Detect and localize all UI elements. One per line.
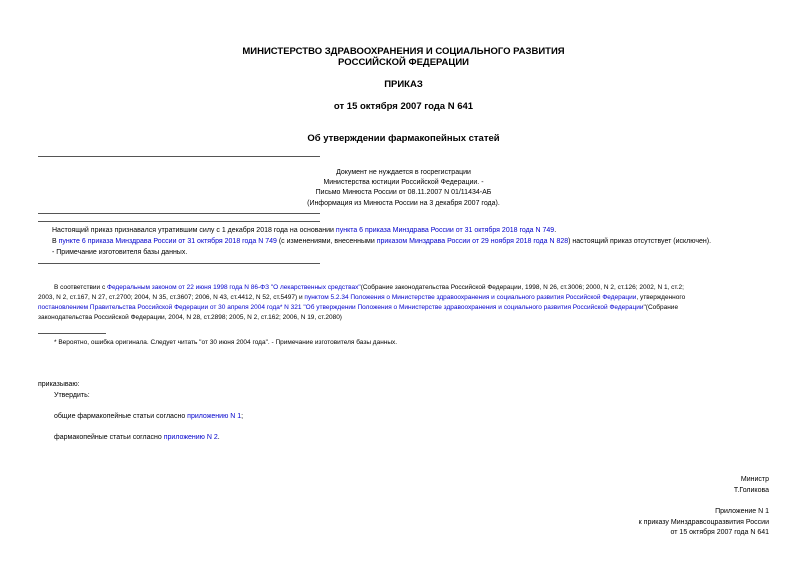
link-federal-law-86[interactable]: Федеральным законом от 22 июня 1998 года N 86-ФЗ "О лекарственных средствах" — [107, 284, 361, 291]
order-item-text: фармакопейные статьи согласно — [54, 434, 164, 441]
document-title: Об утверждении фармакопейных статей — [307, 133, 500, 144]
appendix-line3: от 15 октября 2007 года N 641 — [670, 529, 769, 536]
preamble-line-2 — [38, 294, 685, 303]
divider — [38, 221, 320, 222]
registration-line4: (Информация из Минюста России на 3 декабря 2007 года). — [307, 200, 500, 207]
notice-text: В — [52, 238, 59, 245]
appendix-line1: Приложение N 1 — [715, 508, 769, 515]
order-item-2 — [54, 433, 220, 442]
notice-link-order-749-point-6[interactable]: пункте 6 приказа Минздрава России от 31 октября 2018 года N 749 — [58, 238, 277, 245]
notice-paragraph-3: - Примечание изготовителя базы данных. — [52, 249, 188, 256]
notice-link-order-828[interactable]: приказом Минздрава России от 29 ноября 2018 года N 828 — [376, 238, 569, 245]
notice-paragraph-1 — [52, 226, 556, 235]
preamble-text: 2003, N 2, ст.167, N 27, ст.2700; 2004, N 35, ст.3607; 2006, N 43, ст.4412, N 52, ст.5497) — [38, 294, 298, 301]
registration-line3: Письмо Минюста России от 08.11.2007 N 01/11434-АБ — [315, 189, 492, 196]
link-appendix-1[interactable]: приложению N 1 — [187, 413, 242, 420]
notice-link-order-749[interactable]: пункта 6 приказа Минздрава России от 31 октября 2018 года N 749 — [335, 227, 555, 234]
link-regulation-5-2-34[interactable]: пунктом 5.2.34 Положения о Министерстве здравоохранения и социального развития Российской Федерации — [304, 294, 637, 301]
order-item-text: ; — [241, 413, 244, 420]
order-item-text: . — [217, 434, 220, 441]
preamble-text: "(Собрание — [643, 304, 679, 311]
footnote: * Вероятно, ошибка оригинала. Следует читать "от 30 июня 2004 года". - Примечание изготовителя базы данных. — [54, 339, 398, 346]
link-appendix-2[interactable]: приложению N 2 — [163, 434, 218, 441]
divider — [38, 156, 320, 157]
notice-text: Настоящий приказ признавался утратившим силу с 1 декабря 2018 года на основании — [52, 227, 336, 234]
notice-text: (с изменениями, внесенными — [276, 238, 377, 245]
divider — [38, 213, 320, 214]
document-type: ПРИКАЗ — [384, 79, 423, 90]
ministry-name-line2: РОССИЙСКОЙ ФЕДЕРАЦИИ — [337, 57, 469, 68]
registration-line2: Министерства юстиции Российской Федерации. - — [323, 179, 484, 186]
divider — [38, 263, 320, 264]
footnote-divider — [38, 333, 106, 334]
ministry-name-line1: МИНИСТЕРСТВО ЗДРАВООХРАНЕНИЯ И СОЦИАЛЬНОГО РАЗВИТИЯ — [242, 46, 565, 57]
signature-role: Министр — [740, 476, 769, 483]
preamble-line-4: законодательства Российской Федерации, 2004, N 28, ст.2898; 2005, N 2, ст.162; 2006, N 19, ст.2080) — [38, 314, 342, 321]
order-item-1 — [54, 412, 243, 421]
preamble-text: (Собрание законодательства Российской Федерации, 1998, N 26, ст.3006; 2000, N 2, ст.126; 2002, N 1, ст.2; — [360, 284, 684, 291]
order-item-text: общие фармакопейные статьи согласно — [54, 413, 188, 420]
registration-line1: Документ не нуждается в госрегистрации — [336, 169, 471, 176]
order-utverdit: Утвердить: — [54, 392, 90, 399]
signature-name: Т.Голикова — [733, 487, 769, 494]
preamble-text: , утвержденного — [636, 294, 686, 301]
order-prikazyvayu: приказываю: — [38, 381, 80, 388]
preamble-line-1 — [54, 284, 684, 293]
preamble-line-3 — [38, 304, 678, 313]
notice-text: . — [554, 227, 557, 234]
notice-text: ) настоящий приказ отсутствует (исключен). — [568, 238, 712, 245]
link-government-decree-321[interactable]: постановлением Правительства Российской Федерации от 30 апреля 2004 года* N 321 "Об утверждении Положения о Министерстве здравоохранения и социального развития Российской Федерации — [38, 304, 644, 311]
appendix-line2: к приказу Минздравсоцразвития России — [638, 519, 769, 526]
document-date-number: от 15 октября 2007 года N 641 — [333, 101, 474, 112]
preamble-text: В соответствии с — [54, 284, 108, 291]
preamble-text: и — [297, 294, 305, 301]
notice-paragraph-2 — [52, 237, 711, 246]
